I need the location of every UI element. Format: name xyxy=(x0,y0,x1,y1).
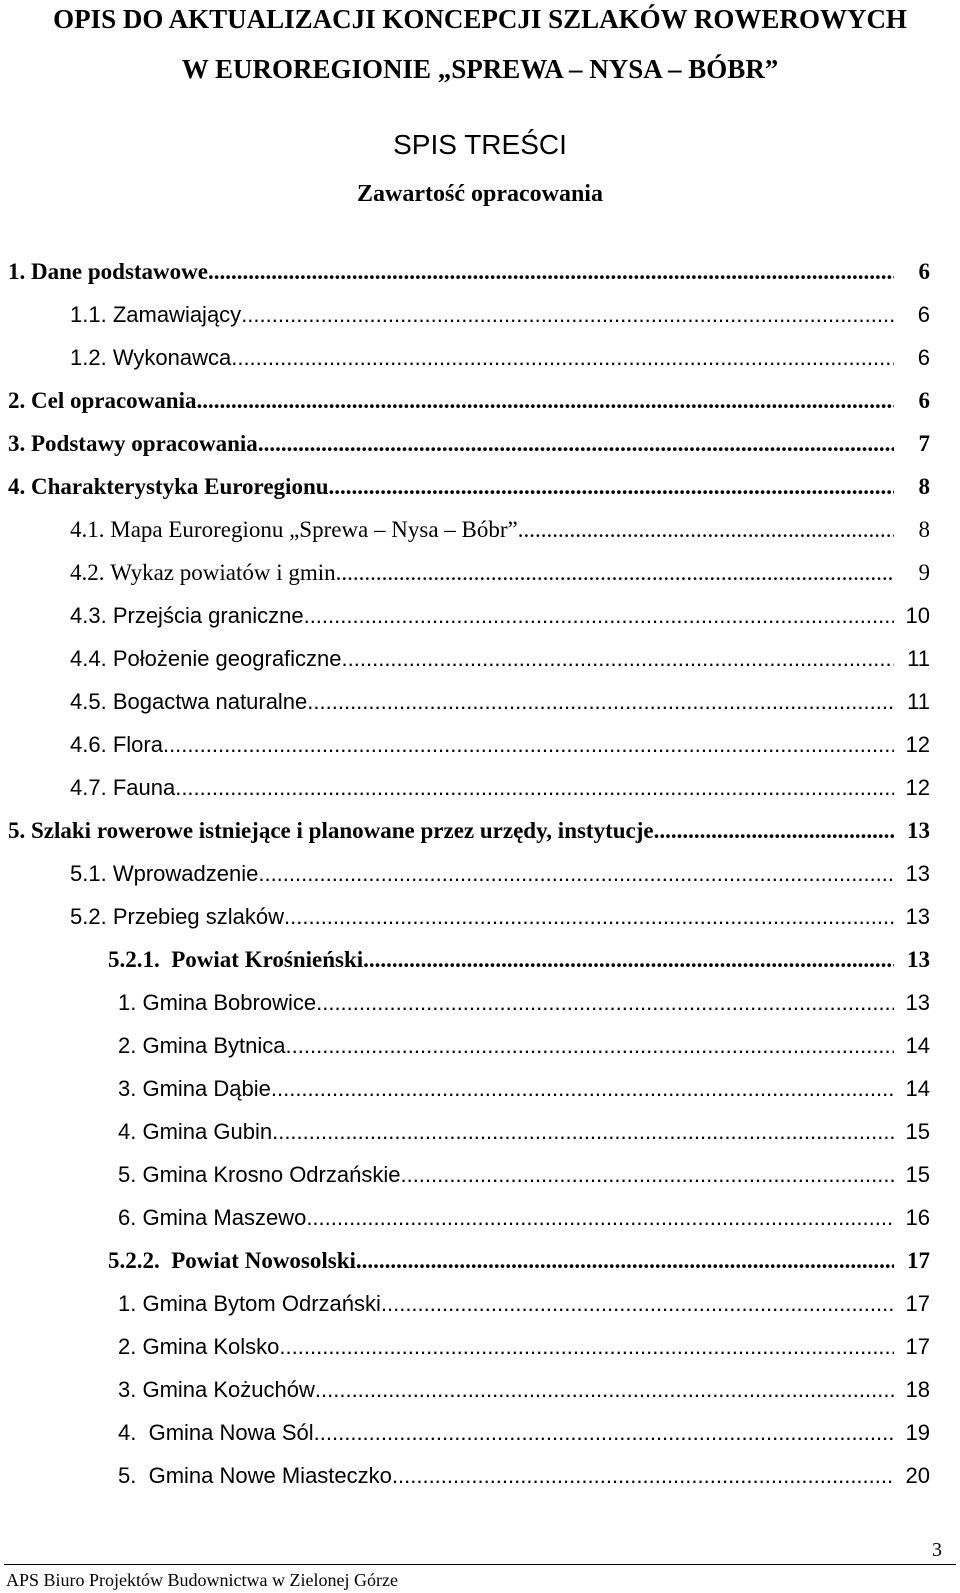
toc-entry-page: 13 xyxy=(905,904,930,929)
toc-entry-page: 6 xyxy=(917,345,930,370)
toc-entry[interactable] xyxy=(8,815,930,847)
toc-entry-number: 2. xyxy=(8,388,26,413)
toc-heading: SPIS TREŚCI xyxy=(393,129,567,160)
toc-entry-leader xyxy=(304,600,894,632)
toc-entry-page: 14 xyxy=(905,1033,930,1058)
toc-entry[interactable] xyxy=(8,256,930,288)
toc-entry-label: Bogactwa naturalne xyxy=(106,689,308,714)
toc-entry-number: 4.2. xyxy=(70,560,105,585)
toc-entry-label: Wykonawca xyxy=(106,345,232,370)
toc-entry-page: 6 xyxy=(918,388,930,413)
toc-entry-page: 6 xyxy=(917,302,930,327)
toc-entry-label: Charakterystyka Euroregionu xyxy=(25,474,329,499)
footer-divider xyxy=(4,1564,956,1565)
toc-entry-label: Podstawy opracowania xyxy=(25,431,258,456)
toc-entry-label: Przejścia graniczne xyxy=(106,603,304,628)
toc-entry-page: 15 xyxy=(905,1119,930,1144)
toc-entry-page: 8 xyxy=(918,517,930,542)
toc-entry[interactable] xyxy=(118,1288,930,1320)
toc-entry-leader xyxy=(400,1159,894,1191)
toc-entry-leader xyxy=(381,1288,894,1320)
toc-entry-leader xyxy=(231,342,894,374)
toc-entry-label: Cel opracowania xyxy=(25,388,197,413)
toc-entry-leader xyxy=(336,557,894,589)
toc-entry[interactable] xyxy=(8,428,930,460)
toc-entry-number: 3. xyxy=(8,431,26,456)
toc-entry[interactable] xyxy=(118,987,930,1019)
toc-entry-number: 5. xyxy=(118,1463,137,1488)
toc-entry-label: Gmina Kożuchów xyxy=(136,1377,315,1402)
toc-entry-page: 11 xyxy=(907,646,930,671)
toc-entry-leader xyxy=(314,1417,894,1449)
toc-entry-leader xyxy=(284,901,894,933)
toc-entry-leader xyxy=(258,428,894,460)
toc-entry-page: 13 xyxy=(905,990,930,1015)
toc-entry[interactable] xyxy=(70,901,930,933)
toc-entry-page: 15 xyxy=(905,1162,930,1187)
toc-entry[interactable] xyxy=(8,385,930,417)
toc-entry-page: 13 xyxy=(907,947,930,972)
toc-entry-number: 4.6. xyxy=(70,732,107,757)
toc-entry[interactable] xyxy=(70,514,930,546)
toc-entry-label: Gmina Bytnica xyxy=(136,1033,286,1058)
toc-entry-leader xyxy=(163,729,894,761)
toc-entry-page: 9 xyxy=(918,560,930,585)
toc-entry-number: 5.2.1. xyxy=(108,947,160,972)
toc-entry-label: Wykaz powiatów i gmin xyxy=(104,560,336,585)
toc-entry-leader xyxy=(241,299,894,331)
toc-entry-number: 3. xyxy=(118,1076,137,1101)
toc-entry[interactable] xyxy=(118,1073,930,1105)
toc-entry[interactable] xyxy=(108,944,930,976)
toc-entry-number: 1.2. xyxy=(70,345,107,370)
toc-entry-page: 7 xyxy=(918,431,930,456)
toc-entry-number: 5.2.2. xyxy=(108,1248,160,1273)
toc-entry-leader xyxy=(316,987,894,1019)
toc-entry-label: Położenie geograficzne xyxy=(106,646,342,671)
toc-entry-leader xyxy=(286,1030,894,1062)
toc-entry[interactable] xyxy=(70,557,930,589)
toc-entry-label: Gmina Nowa Sól xyxy=(136,1420,314,1445)
toc-entry-number: 5.2. xyxy=(70,904,107,929)
toc-entry-page: 17 xyxy=(905,1291,930,1316)
toc-entry-leader xyxy=(392,1460,894,1492)
toc-entry-page: 8 xyxy=(918,474,930,499)
toc-entry-number: 6. xyxy=(118,1205,137,1230)
toc-entry-label: Gmina Maszewo xyxy=(136,1205,307,1230)
toc-entry-page: 11 xyxy=(907,689,930,714)
toc-entry-label: Wprowadzenie xyxy=(106,861,259,886)
toc-entry-number: 4.1. xyxy=(70,517,105,542)
toc-entry-leader xyxy=(208,256,894,288)
toc-entry-page: 16 xyxy=(905,1205,930,1230)
toc-entry-page: 12 xyxy=(905,732,930,757)
toc-entry-label: Gmina Bytom Odrzański xyxy=(136,1291,381,1316)
toc-entry-label: Dane podstawowe xyxy=(25,259,208,284)
toc-entry-number: 1.1. xyxy=(70,302,107,327)
toc-entry-leader xyxy=(258,858,894,890)
toc-entry-leader xyxy=(306,1202,894,1234)
toc-entry-label: Powiat Krośnieński xyxy=(159,947,364,972)
toc-entry-label: Fauna xyxy=(106,775,176,800)
toc-entry-label: Gmina Dąbie xyxy=(136,1076,271,1101)
toc-entry-number: 5. xyxy=(8,818,26,843)
toc-entry-leader xyxy=(518,514,894,546)
toc-entry-label: Zamawiający xyxy=(106,302,242,327)
toc-entry[interactable] xyxy=(70,858,930,890)
toc-entry[interactable] xyxy=(118,1116,930,1148)
toc-entry-page: 19 xyxy=(905,1420,930,1445)
toc-entry-number: 5. xyxy=(118,1162,137,1187)
toc-entry-page: 13 xyxy=(905,861,930,886)
toc-entry-label: Gmina Nowe Miasteczko xyxy=(136,1463,392,1488)
toc-entry-label: Przebieg szlaków xyxy=(106,904,285,929)
toc-entry[interactable] xyxy=(70,600,930,632)
toc-entry-label: Powiat Nowosolski xyxy=(159,1248,356,1273)
toc-entry-leader xyxy=(315,1374,894,1406)
toc-entry-label: Mapa Euroregionu „Sprewa – Nysa – Bóbr” xyxy=(104,517,518,542)
toc-entry-leader xyxy=(279,1331,894,1363)
toc-entry-number: 5.1. xyxy=(70,861,107,886)
toc-entry-number: 4. xyxy=(118,1420,137,1445)
toc-entry[interactable] xyxy=(70,643,930,675)
toc-entry-leader xyxy=(272,1116,894,1148)
toc-entry[interactable] xyxy=(118,1030,930,1062)
toc-entry-page: 14 xyxy=(905,1076,930,1101)
toc-entry-page: 17 xyxy=(907,1248,930,1273)
toc-entry[interactable] xyxy=(118,1331,930,1363)
toc-entry-number: 1. xyxy=(118,990,137,1015)
toc-entry-label: Flora xyxy=(106,732,163,757)
toc-entry-number: 4.3. xyxy=(70,603,107,628)
toc-entry[interactable] xyxy=(118,1159,930,1191)
page-number: 3 xyxy=(932,1539,942,1561)
toc-entry-leader xyxy=(271,1073,894,1105)
toc-entry[interactable] xyxy=(8,471,930,503)
toc-entry-label: Gmina Krosno Odrzańskie xyxy=(136,1162,401,1187)
toc-entry-number: 4. xyxy=(8,474,26,499)
toc-entry[interactable] xyxy=(70,729,930,761)
toc-entry-leader xyxy=(329,471,894,503)
document-title-line-2: W EUROREGIONIE „SPREWA – NYSA – BÓBR” xyxy=(181,54,779,84)
toc-entry-page: 17 xyxy=(905,1334,930,1359)
toc-entry-number: 1. xyxy=(8,259,26,284)
toc-entry-label: Gmina Bobrowice xyxy=(136,990,317,1015)
toc-entry[interactable] xyxy=(70,772,930,804)
toc-entry-leader xyxy=(356,1245,894,1277)
toc-entry[interactable] xyxy=(118,1460,930,1492)
toc-entry-leader xyxy=(175,772,894,804)
toc-entry[interactable] xyxy=(70,299,930,331)
toc-entry-leader xyxy=(654,815,894,847)
toc-entry-page: 18 xyxy=(905,1377,930,1402)
toc-entry-leader xyxy=(363,944,894,976)
toc-subheading: Zawartość opracowania xyxy=(357,181,603,207)
toc-entry-number: 2. xyxy=(118,1334,137,1359)
toc-entry-page: 20 xyxy=(905,1463,930,1488)
toc-entry-number: 4.7. xyxy=(70,775,107,800)
toc-entry-label: Gmina Gubin xyxy=(136,1119,273,1144)
toc-entry-page: 6 xyxy=(918,259,930,284)
toc-entry-label: Szlaki rowerowe istniejące i planowane przez urzędy, instytucje xyxy=(25,818,654,843)
document-title-line-1: OPIS DO AKTUALIZACJI KONCEPCJI SZLAKÓW ROWEROWYCH xyxy=(53,4,907,34)
toc-entry-number: 4.4. xyxy=(70,646,107,671)
toc-entry-label: Gmina Kolsko xyxy=(136,1334,280,1359)
toc-entry-page: 12 xyxy=(905,775,930,800)
toc-entry-number: 4.5. xyxy=(70,689,107,714)
toc-entry-number: 4. xyxy=(118,1119,137,1144)
toc-entry-number: 2. xyxy=(118,1033,137,1058)
toc-entry-number: 1. xyxy=(118,1291,137,1316)
toc-entry-leader xyxy=(307,686,894,718)
toc-entry[interactable] xyxy=(118,1417,930,1449)
toc-entry-leader xyxy=(342,643,894,675)
toc-entry[interactable] xyxy=(70,686,930,718)
toc-entry[interactable] xyxy=(118,1202,930,1234)
toc-entry[interactable] xyxy=(108,1245,930,1277)
toc-entry-number: 3. xyxy=(118,1377,137,1402)
toc-entry-leader xyxy=(196,385,894,417)
toc-entry[interactable] xyxy=(70,342,930,374)
toc-entry[interactable] xyxy=(118,1374,930,1406)
toc-entry-page: 13 xyxy=(907,818,930,843)
footer-text: APS Biuro Projektów Budownictwa w Zielonej Górze xyxy=(6,1570,398,1590)
toc-entry-page: 10 xyxy=(905,603,930,628)
